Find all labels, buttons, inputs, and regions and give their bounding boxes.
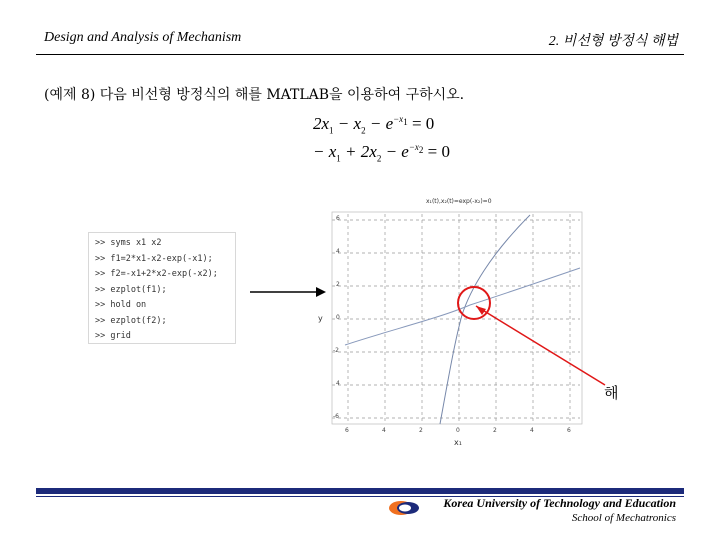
y-tick-label: 4 bbox=[336, 380, 340, 387]
code-line: >> syms x1 x2 bbox=[95, 238, 162, 248]
y-tick-label: 2 bbox=[336, 281, 340, 288]
university-logo-icon bbox=[388, 498, 422, 518]
code-line: >> ezplot(f2); bbox=[95, 315, 167, 326]
solution-arrowhead bbox=[476, 306, 486, 315]
y-tick-label: -6 bbox=[333, 413, 339, 420]
x-tick-label: 0 bbox=[456, 427, 460, 434]
x-tick-label: 6 bbox=[345, 427, 349, 434]
plot-title: x₁(t),x₂(t)=exp(-x₂)=0 bbox=[426, 198, 492, 205]
y-tick-label: -2 bbox=[333, 347, 339, 354]
x-tick-label: 6 bbox=[567, 427, 571, 434]
code-to-plot-arrowhead bbox=[316, 287, 326, 297]
plot-ylabel: y bbox=[318, 314, 323, 323]
code-line: >> f1=2*x1-x2-exp(-x1); bbox=[95, 253, 213, 264]
solution-arrow bbox=[476, 306, 605, 385]
code-line: >> ezplot(f1); bbox=[95, 284, 167, 295]
footer-school: School of Mechatronics bbox=[571, 512, 676, 524]
y-tick-label: 6 bbox=[336, 215, 340, 222]
code-line: >> grid bbox=[95, 331, 131, 341]
x-tick-label: 4 bbox=[530, 427, 534, 434]
equation-1: $2x_1 - x_2 - e^{-x_1} = 0$ bbox=[313, 114, 435, 136]
example-prompt: (예제 8) 다음 비선형 방정식의 해를 MATLAB을 이용하여 구하시오. bbox=[44, 87, 465, 103]
solution-circle bbox=[458, 287, 490, 319]
y-tick-label: 0 bbox=[336, 314, 340, 321]
x-tick-label: 4 bbox=[382, 427, 386, 434]
footer-bar bbox=[36, 488, 684, 494]
code-line: >> hold on bbox=[95, 300, 147, 310]
curve-f1 bbox=[440, 215, 530, 424]
footer-university: Korea University of Technology and Education bbox=[443, 496, 676, 510]
plot-grid bbox=[332, 214, 580, 422]
x-tick-label: 2 bbox=[419, 427, 423, 434]
code-line: >> f2=-x1+2*x2-exp(-x2); bbox=[95, 269, 218, 279]
solution-label: 해 bbox=[604, 384, 619, 402]
y-tick-label: 4 bbox=[336, 248, 340, 255]
x-tick-label: 2 bbox=[493, 427, 497, 434]
header-course-title: Design and Analysis of Mechanism bbox=[44, 30, 242, 45]
equation-2: − $x_1 + 2x_2 - e^{-x_2} = 0$ bbox=[313, 142, 451, 164]
curve-f2 bbox=[345, 268, 580, 345]
plot-axes-box bbox=[332, 212, 582, 424]
header-section-title: 2. 비선형 방정식 해법 bbox=[548, 34, 678, 49]
plot-xlabel: x₁ bbox=[454, 438, 462, 447]
